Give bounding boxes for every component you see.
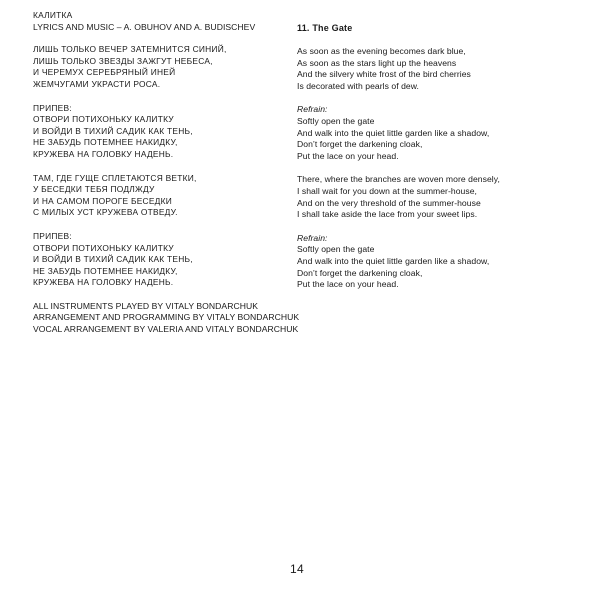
- lyric-line: КРУЖЕВА НА ГОЛОВКУ НАДЕНЬ.: [33, 277, 174, 288]
- lyric-line: As soon as the stars light up the heavens: [297, 57, 457, 68]
- credit-line: ARRANGEMENT AND PROGRAMMING BY VITALY BONDARCHUK: [33, 312, 300, 323]
- lyric-line: Softly open the gate: [297, 244, 375, 255]
- verse-2-russian: [33, 173, 298, 219]
- lyric-line: ЛИШЬ ТОЛЬКО ВЕЧЕР ЗАТЕМНИТСЯ СИНИЙ,: [33, 44, 227, 55]
- lyric-line: Softly open the gate: [297, 115, 375, 126]
- song-title-english: 11. The Gate: [297, 23, 353, 33]
- refrain-label: ПРИПЕВ:: [33, 102, 72, 113]
- lyric-line: As soon as the evening becomes dark blue,: [297, 46, 466, 56]
- refrain-label: Refrain:: [297, 232, 328, 243]
- lyric-line: Don’t forget the darkening cloak,: [297, 139, 423, 150]
- instrument-credits: [33, 301, 298, 336]
- refrain-label: Refrain:: [297, 104, 328, 115]
- lyric-line: Put the lace on your head.: [297, 150, 399, 161]
- lyric-line: ЛИШЬ ТОЛЬКО ЗВЕЗДЫ ЗАЖГУТ НЕБЕСА,: [33, 55, 213, 66]
- lyric-line: И НА САМОМ ПОРОГЕ БЕСЕДКИ: [33, 195, 172, 206]
- lyric-line: Is decorated with pearls of dew.: [297, 80, 419, 91]
- lyric-line: And walk into the quiet little garden like a shadow,: [297, 127, 490, 138]
- refrain-2-english: [297, 233, 567, 291]
- page-number: 14: [290, 562, 304, 576]
- lyric-line: There, where the branches are woven more densely,: [297, 174, 500, 185]
- lyric-line: И ВОЙДИ В ТИХИЙ САДИК КАК ТЕНЬ,: [33, 254, 193, 265]
- lyric-line: КРУЖЕВА НА ГОЛОВКУ НАДЕНЬ.: [33, 148, 174, 159]
- russian-lyrics-column: [33, 10, 298, 336]
- lyric-line: У БЕСЕДКИ ТЕБЯ ПОДЛЖДУ: [33, 184, 155, 195]
- lyric-line: И ВОЙДИ В ТИХИЙ САДИК КАК ТЕНЬ,: [33, 125, 193, 136]
- lyric-line: НЕ ЗАБУДЬ ПОТЕМНЕЕ НАКИДКУ,: [33, 137, 178, 148]
- verse-1-english: [297, 46, 567, 92]
- refrain-1-russian: [33, 103, 298, 161]
- lyric-line: С МИЛЫХ УСТ КРУЖЕВА ОТВЕДУ.: [33, 207, 178, 218]
- lyric-line: Don’t forget the darkening cloak,: [297, 267, 423, 278]
- lyric-line: ОТВОРИ ПОТИХОНЬКУ КАЛИТКУ: [33, 242, 174, 253]
- lyric-line: And the silvery white frost of the bird cherries: [297, 69, 471, 80]
- verse-2-english: [297, 174, 567, 220]
- lyric-line: And on the very threshold of the summer-house: [297, 197, 481, 208]
- lyric-line: ТАМ, ГДЕ ГУЩЕ СПЛЕТАЮТСЯ ВЕТКИ,: [33, 172, 197, 183]
- lyric-line: I shall wait for you down at the summer-house,: [297, 185, 477, 196]
- refrain-2-russian: [33, 231, 298, 289]
- lyric-line: ОТВОРИ ПОТИХОНЬКУ КАЛИТКУ: [33, 114, 174, 125]
- refrain-label: ПРИПЕВ:: [33, 230, 72, 241]
- credit-line: VOCAL ARRANGEMENT BY VALERIA AND VITALY BONDARCHUK: [33, 324, 299, 335]
- lyric-line: Put the lace on your head.: [297, 279, 399, 290]
- credit-line: ALL INSTRUMENTS PLAYED BY VITALY BONDARCHUK: [33, 300, 259, 311]
- lyric-line: I shall take aside the lace from your sweet lips.: [297, 209, 478, 220]
- song-credits: LYRICS AND MUSIC – A. OBUHOV AND A. BUDISCHEV: [33, 21, 256, 32]
- english-lyrics-column: [297, 22, 567, 291]
- refrain-1-english: [297, 104, 567, 162]
- lyric-line: And walk into the quiet little garden like a shadow,: [297, 255, 490, 266]
- lyric-line: НЕ ЗАБУДЬ ПОТЕМНЕЕ НАКИДКУ,: [33, 265, 178, 276]
- lyric-line: И ЧЕРЕМУХ СЕРЕБРЯНЫЙ ИНЕЙ: [33, 67, 176, 78]
- lyric-line: ЖЕМЧУГАМИ УКРАСТИ РОСА.: [33, 78, 161, 89]
- song-title-russian: КАЛИТКА: [33, 10, 73, 20]
- verse-1-russian: [33, 44, 298, 90]
